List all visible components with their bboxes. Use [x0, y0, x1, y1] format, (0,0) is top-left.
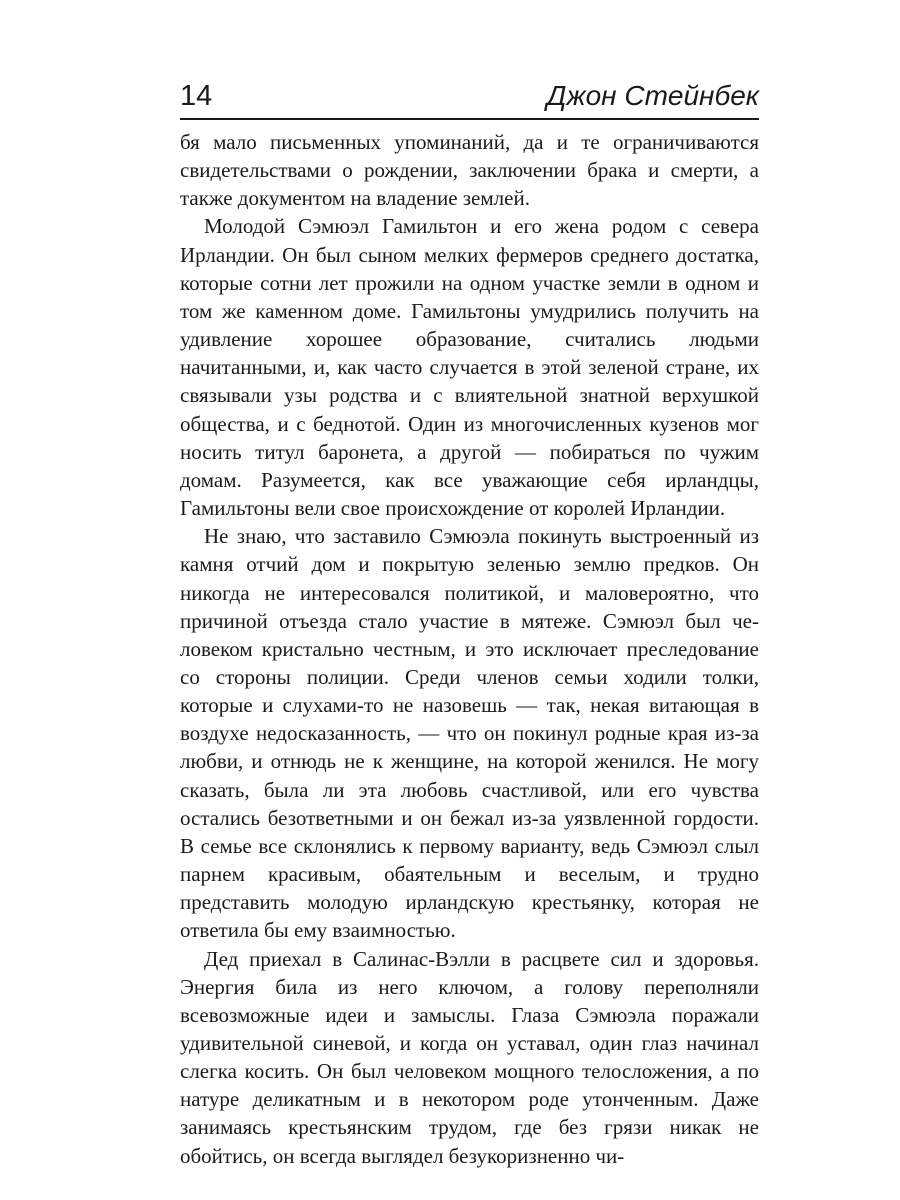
header-rule: [180, 118, 759, 120]
paragraph: Дед приехал в Салинас-Вэлли в расцвете сил и здоровья. Энергия била из него ключом, а голову переполняли всевозможные идеи и замыслы. Глаза Сэмюэла поражали удивительной синевой, и когда он уставал, один глаз начинал слегка косить. Он был человеком мощного телосложения, а по натуре деликатным и в некотором роде утонченным. Даже занимаясь крестьянским трудом, где без грязи никак не обойтись, он всегда выглядел безукоризненно чи-: [180, 946, 759, 1168]
paragraph: Молодой Сэмюэл Гамильтон и его жена родом с севера Ирландии. Он был сыном мелких фермеров среднего достатка, которые сотни лет прожили на одном участке земли в одном и том же каменном доме. Гамильтоны умудрились получить на удивление хорошее образование, считались людьми начитанными, и, как часто случается в этой зеленой стране, их связывали узы родства и с влиятельной знатной верхушкой общества, и с беднотой. Один из многочисленных кузенов мог носить титул баронета, а другой — побираться по чужим домам. Разумеется, как все уважающие себя ирландцы, Гамильтоны вели свое происхождение от королей Ирландии.: [180, 214, 759, 521]
paragraph-continued: бя мало письменных упоминаний, да и те ограничиваются свидетельствами о рождении, заключении брака и смерти, а также документом на владение землей.: [180, 130, 759, 211]
page-number: 14: [180, 80, 213, 112]
running-head-author: Джон Стейнбек: [546, 80, 759, 111]
paragraph: Не знаю, что заставило Сэмюэла покинуть выстроенный из камня отчий дом и покрытую зеленью землю предков. Он никогда не интересовался политикой, и маловероятно, что причиной отъезда стало участие в мятеже. Сэмюэл был человеком кристально честным, и это исключает преследование со стороны полиции. Среди членов семьи ходили толки, которые и слухами-то не назовешь — так, некая витающая в воздухе недосказанность, — что он покинул родные края из-за любви, и отнюдь не к женщине, на которой женился. Не могу сказать, была ли эта любовь счастливой, или его чувства остались безответными и он бежал из-за уязвленной гордости. В семье все склонялись к первому варианту, ведь Сэмюэл слыл парнем красивым, обаятельным и веселым, и трудно представить молодую ирландскую крестьянку, которая не ответила бы ему взаимностью.: [180, 524, 759, 943]
body-text: [180, 128, 759, 1170]
running-head: [180, 78, 759, 118]
